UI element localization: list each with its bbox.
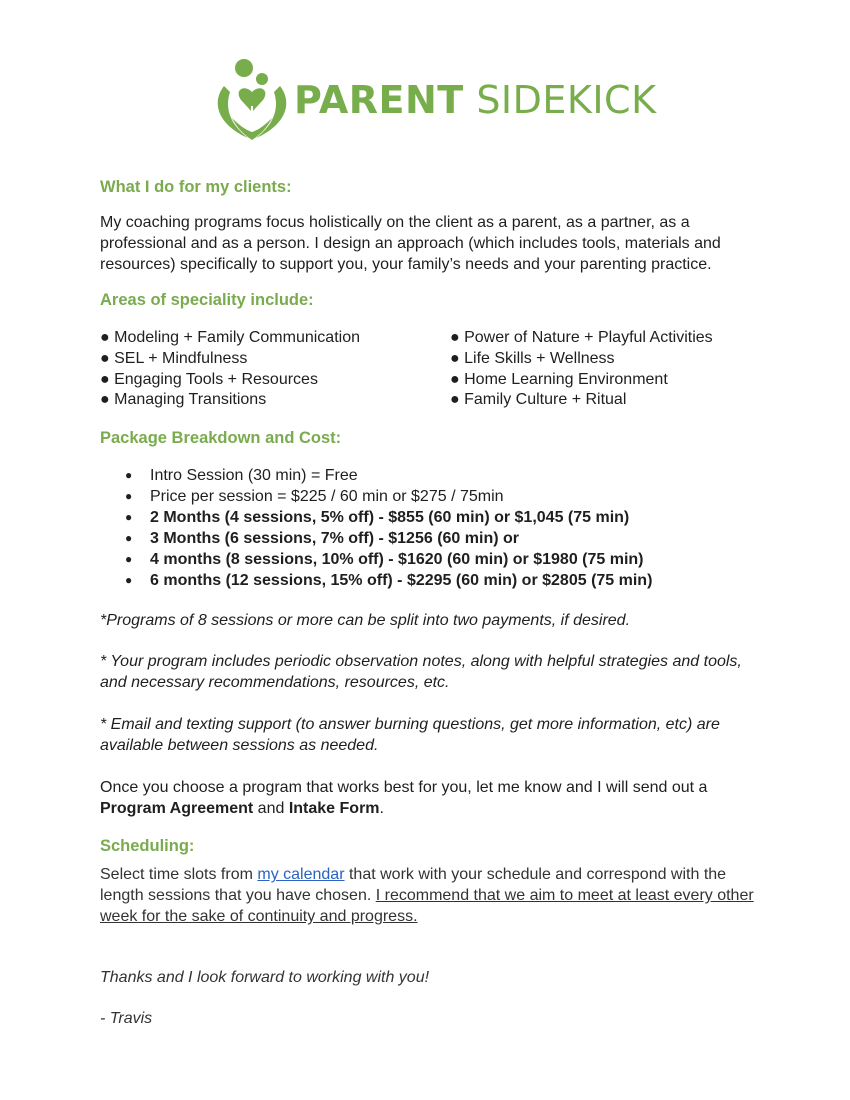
package-item: ● Price per session = $225 / 60 min or $275 / 75min xyxy=(125,486,760,507)
family-heart-logo-icon xyxy=(210,56,294,146)
specialities-heading: Areas of speciality include: xyxy=(100,291,314,309)
thanks-line: Thanks and I look forward to working with you! xyxy=(100,969,430,987)
signature: - Travis xyxy=(100,1010,153,1028)
speciality-item: ● SEL + Mindfulness xyxy=(100,349,248,367)
packages-list xyxy=(100,465,760,591)
brand-name-light: SIDEKICK xyxy=(476,78,657,122)
package-item: ● 2 Months (4 sessions, 5% off) - $855 (60 min) or $1,045 (75 min) xyxy=(125,507,760,528)
observation-notes-note: * Your program includes periodic observation notes, along with helpful strategies and tools, and necessary recommendations, resources, etc. xyxy=(100,653,742,692)
specialities-column-left xyxy=(100,328,450,411)
payment-split-note: *Programs of 8 sessions or more can be split into two payments, if desired. xyxy=(100,612,631,630)
speciality-item: ● Engaging Tools + Resources xyxy=(100,370,318,388)
program-agreement-label: Program Agreement xyxy=(100,800,254,818)
speciality-item: ● Home Learning Environment xyxy=(450,370,668,388)
services-description: My coaching programs focus holistically on the client as a parent, as a partner, as a professional and as a person. I design an approach (which includes tools, materials and resources) specifically to support you, your family’s needs and your parenting practice. xyxy=(100,214,721,273)
scheduling-paragraph xyxy=(100,864,760,927)
specialities-list xyxy=(100,328,760,411)
next-steps-paragraph xyxy=(100,777,760,819)
package-item: ● 4 months (8 sessions, 10% off) - $1620 (60 min) or $1980 (75 min) xyxy=(125,549,760,570)
speciality-item: ● Power of Nature + Playful Activities xyxy=(450,329,713,346)
next-steps-end: . xyxy=(379,800,384,818)
intake-form-label: Intake Form xyxy=(288,800,380,818)
next-steps-text: Once you choose a program that works best for you, let me know and I will send out a xyxy=(100,779,708,797)
package-item: ● Intro Session (30 min) = Free xyxy=(125,465,760,486)
calendar-link[interactable]: my calendar xyxy=(257,866,345,884)
speciality-item: ● Modeling + Family Communication xyxy=(100,329,360,346)
support-note: * Email and texting support (to answer burning questions, get more information, etc) are available between sessions as needed. xyxy=(100,716,720,755)
brand-logo xyxy=(210,56,657,146)
next-steps-and: and xyxy=(253,800,289,818)
speciality-item: ● Managing Transitions xyxy=(100,391,267,409)
package-item: ● 6 months (12 sessions, 15% off) - $2295 (60 min) or $2805 (75 min) xyxy=(125,570,760,591)
speciality-item: ● Family Culture + Ritual xyxy=(450,391,627,409)
brand-name xyxy=(294,78,657,122)
scheduling-text: Select time slots from xyxy=(100,866,258,884)
speciality-item: ● Life Skills + Wellness xyxy=(450,349,615,367)
document-body xyxy=(100,178,760,1029)
scheduling-text-cont: that work with your schedule and correspond with the length sessions that you have chosen. xyxy=(100,866,727,905)
specialities-column-right xyxy=(450,328,760,411)
scheduling-heading: Scheduling: xyxy=(100,837,195,856)
meeting-recommendation: I recommend that we aim to meet at least every other week for the sake of continuity and progress. xyxy=(100,887,754,926)
brand-name-bold: PARENT xyxy=(294,78,464,122)
package-item: ● 3 Months (6 sessions, 7% off) - $1256 (60 min) or xyxy=(125,528,760,549)
services-heading: What I do for my clients: xyxy=(100,178,292,196)
packages-heading: Package Breakdown and Cost: xyxy=(100,429,342,448)
